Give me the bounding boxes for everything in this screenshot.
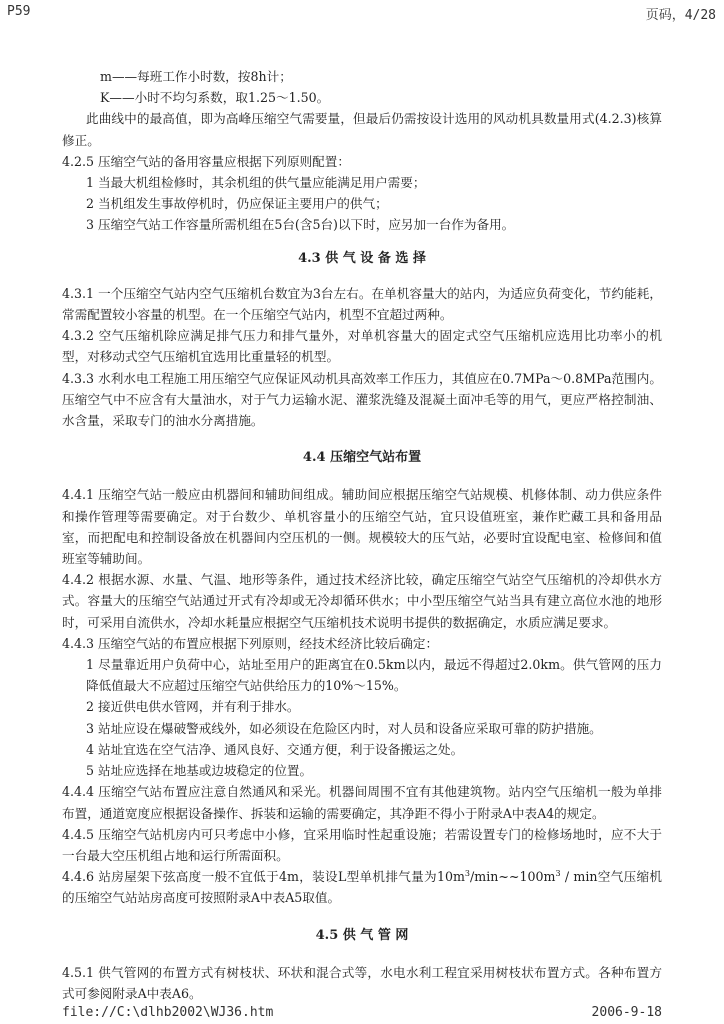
section-4-4-title: 4.4 压缩空气站布置 [302, 450, 422, 466]
variable-definition-k: K——小时不均匀系数，取1.25～1.50。 [100, 90, 330, 106]
clause-4-4-1: 4.4.1 压缩空气站一般应由机器间和辅助间组成。辅助间应根据压缩空气站规模、机修体制、动力供应条件和操作管理等需要确定。对于台数少、单机容量小的压缩空气站，宜只设值班室，兼作贮藏工具和备用品室，而把配电和控制设备放在机器间内空压机的一侧。规模较大的压气站，必要时宜设配电室、检修间和值班室等辅助间。 [62, 487, 662, 567]
footer-file-path: file://C:\dlhb2002\WJ36.htm [62, 1005, 274, 1020]
variable-definition-m: m——每班工作小时数，按8h计； [100, 69, 292, 84]
clause-4-4-3-item-4: 4 站址宜选在空气洁净、通风良好、交通方便，利于设备搬运之处。 [86, 741, 464, 757]
clause-4-3-1: 4.3.1 一个压缩空气站内空气压缩机台数宜为3台左右。在单机容量大的站内，为适应负荷变化，节约能耗，常需配置较小容量的机型。在一个压缩空气站内，机型不宜超过两种。 [62, 285, 662, 323]
clause-4-4-5: 4.4.5 压缩空气站机房内可只考虑中小修，宜采用临时性起重设施；若需设置专门的检修场地时，应不大于一台最大空压机组占地和运行所需面积。 [62, 826, 662, 863]
peak-paragraph: 此曲线中的最高值，即为高峰压缩空气需要量，但最后仍需按设计选用的风动机具数量用式(4.2.3)核算修正。 [62, 111, 662, 148]
clause-4-3-3: 4.3.3 水利水电工程施工用压缩空气应保证风动机具高效率工作压力，其值应在0.7MPa～0.8MPa范围内。压缩空气中不应含有大量油水，对于气力运输水泥、灌浆洗缝及混凝土面冲毛等的用气，更应严格控制油、水含量，采取专门的油水分离措施。 [62, 370, 662, 429]
clause-4-2-5-title: 4.2.5 压缩空气站的备用容量应根据下列原则配置： [62, 153, 350, 169]
clause-4-4-6-part2: /min~~100m [470, 869, 556, 885]
clause-4-4-6-sup2: 3 [555, 868, 561, 878]
section-4-3-title: 4.3 供 气 设 备 选 择 [298, 250, 426, 266]
clause-4-4-6-sup1: 3 [464, 868, 471, 878]
page-header [0, 0, 724, 23]
document-body [62, 66, 662, 1004]
section-4-5-title: 4.5 供 气 管 网 [315, 927, 409, 943]
clause-4-4-3-item-5: 5 站址应选择在地基或边坡稳定的位置。 [86, 763, 313, 779]
clause-4-4-3-item-2: 2 接近供电供水管网，并有利于排水。 [86, 699, 300, 715]
clause-4-2-5-item-1: 1 当最大机组检修时，其余机组的供气量应能满足用户需要； [86, 175, 426, 191]
clause-4-4-3-title: 4.4.3 压缩空气站的布置应根据下列原则，经技术经济比较后确定： [62, 635, 439, 651]
header-page-label: P59 [7, 4, 31, 19]
clause-4-5-1: 4.5.1 供气管网的布置方式有树枝状、环状和混合式等，水电水利工程宜采用树枝状布置方式。各种布置方式可参阅附录A中表A6。 [62, 964, 662, 1001]
clause-4-4-3-item-1: 1 尽量靠近用户负荷中心，站址至用户的距离宜在0.5km以内，最远不得超过2.0km。供气管网的压力降低值最大不应超过压缩空气站供给压力的10%～15%。 [86, 657, 662, 694]
clause-4-4-6-part3: / min空气压缩机的压缩空气站站房高度可按照附录A中表A5取值。 [62, 869, 662, 906]
clause-4-4-6 [62, 866, 662, 908]
clause-4-4-2: 4.4.2 根据水源、水量、气温、地形等条件，通过技术经济比较，确定压缩空气站空气压缩机的冷却供水方式。容量大的压缩空气站通过开式有冷却或无冷却循环供水；中小型压缩空气站当具有建立高位水池的地形时，可采用自流供水，冷却水耗量应根据空气压缩机技术说明书提供的数据确定，水质应满足要求。 [62, 572, 662, 630]
header-page-count: 页码，4/28 [645, 8, 716, 23]
footer-date: 2006-9-18 [591, 1005, 662, 1020]
clause-4-4-4: 4.4.4 压缩空气站布置应注意自然通风和采光。机器间周围不宜有其他建筑物。站内空气压缩机一般为单排布置，通道宽度应根据设备操作、拆装和运输的需要确定，其净距不得小于附录A中表A4的规定。 [62, 784, 662, 821]
clause-4-2-5-item-3: 3 压缩空气站工作容量所需机组在5台(含5台)以下时，应另加一台作为备用。 [86, 217, 515, 233]
page-footer [0, 1004, 724, 1024]
clause-4-4-3-item-3: 3 站址应设在爆破警戒线外，如必须设在危险区内时，对人员和设备应采取可靠的防护措施。 [86, 720, 602, 736]
clause-4-2-5-item-2: 2 当机组发生事故停机时，仍应保证主要用户的供气； [86, 196, 388, 212]
clause-4-4-6-part1: 4.4.6 站房屋架下弦高度一般不宜低于4m，装设L型单机排气量为10m [62, 869, 465, 885]
clause-4-3-2: 4.3.2 空气压缩机除应满足排气压力和排气量外，对单机容量大的固定式空气压缩机应选用比功率小的机型，对移动式空气压缩机宜选用比重量轻的机型。 [62, 328, 662, 365]
